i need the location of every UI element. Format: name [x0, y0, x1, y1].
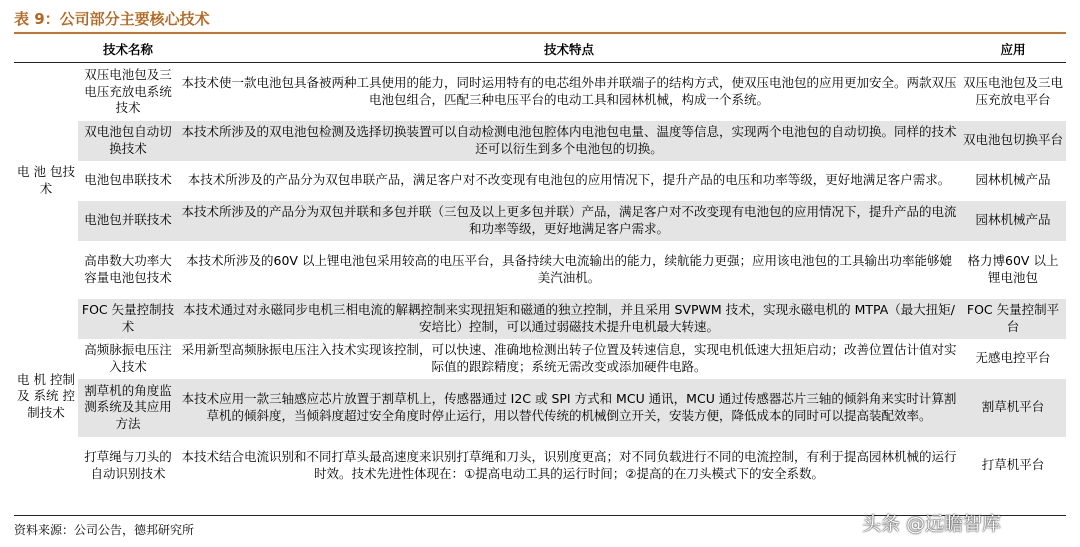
header-feature: 技术特点 [178, 38, 960, 63]
tech-name: 双电池包自动切换技术 [78, 121, 178, 161]
table-row [14, 201, 1066, 241]
core-technology-table [14, 38, 1066, 495]
table-title: 表 9：公司部分主要核心技术 [14, 10, 210, 28]
table-row [14, 299, 1066, 339]
tech-name: 电池包串联技术 [84, 172, 172, 188]
tech-name: 双压电池包及三电压充放电系统技术 [84, 67, 172, 115]
tech-application: 园林机械产品 [960, 201, 1066, 241]
tech-name: 高频脉振电压注入技术 [84, 342, 172, 374]
tech-name: 打草绳与刀头的自动识别技术 [84, 449, 172, 481]
table-row [14, 437, 1066, 495]
title-rule [14, 32, 1066, 34]
tech-name: FOC 矢量控制技术 [78, 299, 178, 339]
tech-feature: 本技术所涉及的产品分为双包并联和多包并联（三包及以上更多包并联）产品，满足客户对不改变现有电池包的应用情况下，提升产品的电流和功率等级，更好地满足客户需求。 [178, 201, 960, 241]
table-row [14, 121, 1066, 161]
table-row [14, 379, 1066, 437]
table-row [14, 241, 1066, 299]
source-note: 资料来源：公司公告，德邦研究所 [14, 523, 195, 537]
tech-feature: 本技术所涉及的60V 以上锂电池包采用较高的电压平台，具备持续大电流输出的能力，续航能力更强；应用该电池包的工具输出功率能够媲美汽油机。 [186, 253, 952, 285]
tech-feature: 本技术使一款电池包具备被两种工具使用的能力，同时运用特有的电芯组外串并联端子的结构方式，使双压电池包的应用更加安全。两款双压电池包组合，匹配三种电压平台的电动工具和园林机械，构成一个系统。 [181, 75, 957, 107]
tech-feature: 本技术结合电流识别和不同打草头最高速度来识别打草绳和刀头，识别度更高；对不同负载进行不同的电流控制，有利于提高园林机械的运行时效。技术先进性体现在：①提高电动工具的运行时间；②提高的在刀头模式下的安全系数。 [181, 449, 957, 481]
header-application: 应用 [960, 38, 1066, 63]
table-row [14, 63, 1066, 121]
tech-application: 打草机平台 [981, 457, 1045, 473]
tech-application: FOC 矢量控制平台 [960, 299, 1066, 339]
table-row [14, 161, 1066, 201]
tech-application: 格力博60V 以上锂电池包 [967, 253, 1059, 285]
table-row [14, 339, 1066, 379]
tech-feature: 本技术通过对永磁同步电机三相电流的解耦控制来实现扭矩和磁通的独立控制，并且采用 SVPWM 技术，实现永磁电机的 MTPA（最大扭矩/安培比）控制，可以通过弱磁技术提升电机最大转速。 [178, 299, 960, 339]
tech-application: 割草机平台 [960, 379, 1066, 437]
tech-application: 双压电池包及三电压充放电平台 [963, 75, 1064, 107]
tech-name: 割草机的角度监测系统及其应用方法 [78, 379, 178, 437]
category-battery-pack: 电 池 包技术 [14, 63, 78, 299]
tech-feature: 本技术所涉及的产品分为双包串联产品，满足客户对不改变现有电池包的应用情况下，提升产品的电压和功率等级，更好地满足客户需求。 [187, 172, 951, 188]
watermark: 头条 @远瞻智库 [862, 513, 1002, 535]
tech-application: 双电池包切换平台 [960, 121, 1066, 161]
category-motor-control: 电 机 控制 及 系统 控 制技术 [14, 299, 78, 495]
tech-feature: 本技术应用一款三轴感应芯片放置于割草机上，传感器通过 I2C 或 SPI 方式和 MCU 通讯，MCU 通过传感器芯片三轴的倾斜角来实时计算割草机的倾斜度，当倾斜度超过安全角度时停止运行，用以替代传统的机械倒立开关，安装方便，降低成本的同时可以提高装配效率。 [178, 379, 960, 437]
tech-feature: 本技术所涉及的双电池包检测及选择切换装置可以自动检测电池包腔体内电池包电量、温度等信息，实现两个电池包的自动切换。同样的技术还可以衍生到多个电池包的切换。 [178, 121, 960, 161]
tech-name: 电池包并联技术 [78, 201, 178, 241]
header-row [14, 38, 1066, 63]
tech-application: 无感电控平台 [975, 350, 1051, 366]
tech-application: 园林机械产品 [975, 172, 1051, 188]
tech-name: 高串数大功率大容量电池包技术 [84, 253, 172, 285]
header-name: 技术名称 [78, 38, 178, 63]
tech-feature: 采用新型高频脉振电压注入技术实现该控制，可以快速、准确地检测出转子位置及转速信息，实现电机低速大扭矩启动；改善位置估计值对实际值的跟踪精度；系统无需改变或添加硬件电路。 [181, 342, 957, 374]
header-category [14, 38, 78, 63]
